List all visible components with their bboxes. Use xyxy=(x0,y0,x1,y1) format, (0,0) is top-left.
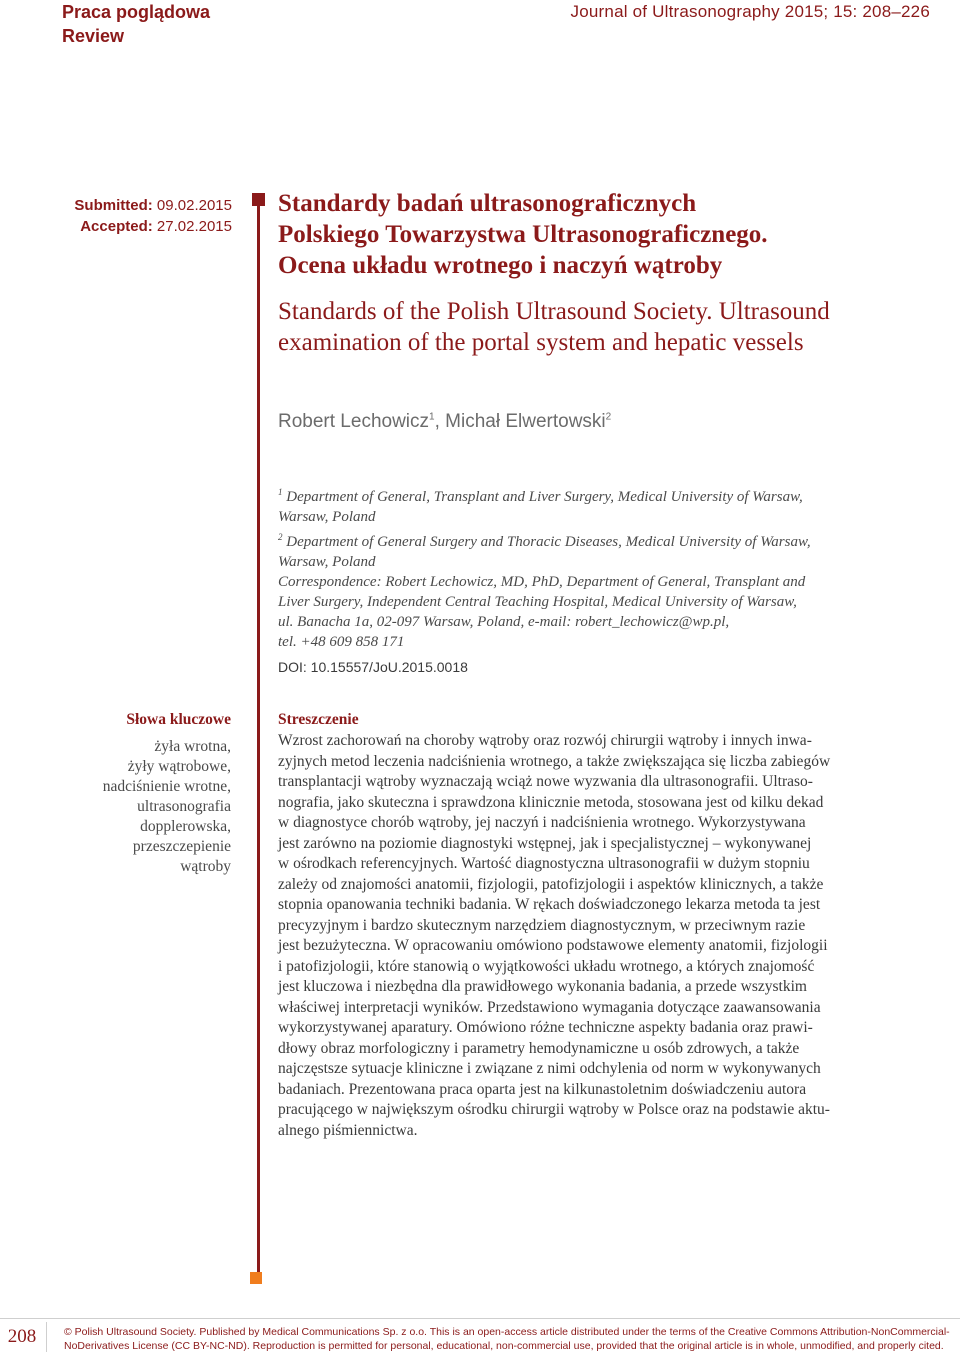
article-type-english: Review xyxy=(62,26,125,46)
title-polish xyxy=(278,188,938,281)
affiliation-text: Department of General Surgery and Thoracic Diseases, Medical University of Warsaw, xyxy=(282,534,811,550)
article-type xyxy=(62,0,210,48)
abstract-line: precyzyjnym i bardzo skutecznym narzędziem diagnostycznym, w przeciwnym razie xyxy=(278,916,806,934)
affiliation-marker: 1 xyxy=(278,487,283,497)
abstract-line: transplantacji wątroby wyznaczają wciąż nowe wyzwania dla ultrasonografii. Ultraso- xyxy=(278,773,813,790)
abstract-line: alnego piśmiennictwa. xyxy=(278,1121,418,1139)
title-english-line: examination of the portal system and hepatic vessels xyxy=(278,329,804,356)
affiliation-2 xyxy=(278,527,938,552)
title-english-line: Standards of the Polish Ultrasound Society. Ultrasound xyxy=(278,298,830,325)
footer-rule xyxy=(0,1318,960,1319)
page-number: 208 xyxy=(7,1326,37,1347)
journal-citation: Journal of Ultrasonography 2015; 15: 208–226 xyxy=(570,2,930,21)
abstract-line: zyjnych metod leczenia nadciśnienia wrotnego, a także zwiększająca się liczba zabiegów xyxy=(278,752,831,770)
title-polish-line: Polskiego Towarzystwa Ultrasonograficznego. xyxy=(278,221,768,248)
keywords-panel xyxy=(40,709,231,877)
keywords-list xyxy=(40,737,231,877)
abstract-line: pracującego w największym ośrodku chirurgii wątroby w Polsce oraz na podstawie aktu- xyxy=(278,1101,830,1118)
affiliation-1-cont: Warsaw, Poland xyxy=(278,509,376,525)
submitted-label: Submitted: xyxy=(74,197,153,214)
abstract-line: i patofizjologii, które stanowią o wyjątkowości układu wrotnego, a których znajomość xyxy=(278,957,815,975)
abstract-line: w diagnostyce chorób wątroby, jej naczyń i nadciśnienia wrotnego. Wykorzystywana xyxy=(278,814,806,831)
title-polish-line: Ocena układu wrotnego i naczyń wątroby xyxy=(278,252,723,279)
footer-separator xyxy=(46,1322,47,1352)
divider-bottom-marker xyxy=(250,1272,262,1284)
affiliation-2-cont: Warsaw, Poland xyxy=(278,554,376,570)
author-affiliation-ref: 2 xyxy=(605,411,612,423)
correspondence-line: Liver Surgery, Independent Central Teaching Hospital, Medical University of Warsaw, xyxy=(278,594,797,610)
vertical-divider xyxy=(257,196,260,1278)
abstract-line: najczęstsze sytuacje kliniczne i związane z nimi odchylenia od norm w wykonywanych xyxy=(278,1060,821,1077)
license-line: NoDerivatives License (CC BY-NC-ND). Reproduction is permitted for personal, educational, non-commercial use, provided that the original article is in whole, unmodified, and properly cited. xyxy=(64,1340,944,1352)
keyword-line: żyły wątrobowe, xyxy=(127,758,231,775)
author-name: Michał Elwertowski xyxy=(445,411,606,432)
keyword-line: wątroby xyxy=(180,858,231,875)
submission-dates xyxy=(40,195,232,237)
abstract-body xyxy=(278,731,948,1141)
abstract-title: Streszczenie xyxy=(278,711,359,728)
keyword-line: ultrasonografia xyxy=(137,798,231,815)
author-separator: , xyxy=(434,411,446,432)
correspondence-line: Correspondence: Robert Lechowicz, MD, PhD, Department of General, Transplant and xyxy=(278,574,806,590)
abstract-line: wykorzystywanej aparatury. Omówiono różne techniczne aspekty badania oraz prawi- xyxy=(278,1019,813,1036)
title-english xyxy=(278,296,948,358)
author-list xyxy=(278,411,611,433)
accepted-date xyxy=(40,216,232,237)
submitted-value: 09.02.2015 xyxy=(156,197,232,214)
accepted-value: 27.02.2015 xyxy=(156,218,232,235)
license-line: © Polish Ultrasound Society. Published by Medical Communications Sp. z o.o. This is an open-access article distributed under the terms of the Creative Commons Attribution-NonCommercial- xyxy=(64,1326,950,1338)
abstract-line: jest zarówno na poziomie diagnostyki wstępnej, jak i specjalistycznej – wykonywanej xyxy=(278,834,812,852)
abstract-line: jest bezużyteczna. W opracowaniu omówiono podstawowe elementy anatomii, fizjologii xyxy=(278,937,828,954)
abstract-line: Wzrost zachorowań na choroby wątroby oraz rozwój chirurgii wątroby i innych inwa- xyxy=(278,732,812,749)
keyword-line: przeszczepienie xyxy=(132,838,231,855)
abstract-line: stopnia opanowania techniki badania. W rękach doświadczonego lekarza metoda ta jest xyxy=(278,896,821,913)
submitted-date xyxy=(40,195,232,216)
accepted-label: Accepted: xyxy=(80,218,153,235)
doi[interactable]: DOI: 10.15557/JoU.2015.0018 xyxy=(278,659,468,675)
abstract-line: badaniach. Prezentowana praca oparta jest na kilkunastoletnim doświadczeniu autora xyxy=(278,1080,807,1098)
author-affiliation-ref: 1 xyxy=(429,411,435,423)
license-notice xyxy=(64,1325,956,1353)
title-polish-line: Standardy badań ultrasonograficznych xyxy=(278,190,697,217)
article-type-polish: Praca poglądowa xyxy=(62,2,211,22)
keyword-line: żyła wrotna, xyxy=(154,738,231,755)
abstract-line: jest kluczowa i niezbędna dla prawidłowego wykonania badania, a przede wszystkim xyxy=(278,978,807,995)
affiliation-text: Department of General, Transplant and Liver Surgery, Medical University of Warsaw, xyxy=(282,489,803,505)
affiliations xyxy=(278,482,938,652)
author-name: Robert Lechowicz xyxy=(278,411,430,432)
keyword-line: dopplerowska, xyxy=(140,818,231,835)
affiliation-marker: 2 xyxy=(278,532,283,542)
keyword-line: nadciśnienie wrotne, xyxy=(102,778,231,795)
abstract-line: zależy od znajomości anatomii, fizjologii, patofizjologii i aspektów klinicznych, a także xyxy=(278,875,824,893)
correspondence-line: ul. Banacha 1a, 02-097 Warsaw, Poland, e-mail: robert_lechowicz@wp.pl, xyxy=(278,614,730,630)
abstract-line: nografia, jako skuteczna i sprawdzona klinicznie metoda, stosowana jest od kilku dekad xyxy=(278,793,824,811)
abstract-line: w ośrodkach referencyjnych. Wartość diagnostyczna ultrasonografii w dużym stopniu xyxy=(278,855,810,872)
abstract-line: dłowy obraz morfologiczny i parametry hemodynamiczne u osób zdrowych, a także xyxy=(278,1039,800,1057)
divider-top-marker xyxy=(252,193,265,206)
keywords-title: Słowa kluczowe xyxy=(126,711,231,728)
correspondence-line: tel. +48 609 858 171 xyxy=(278,634,405,650)
affiliation-1 xyxy=(278,482,938,507)
abstract-line: właściwej interpretacji wyników. Przedstawiono wymagania dotyczące zaawansowania xyxy=(278,998,821,1016)
